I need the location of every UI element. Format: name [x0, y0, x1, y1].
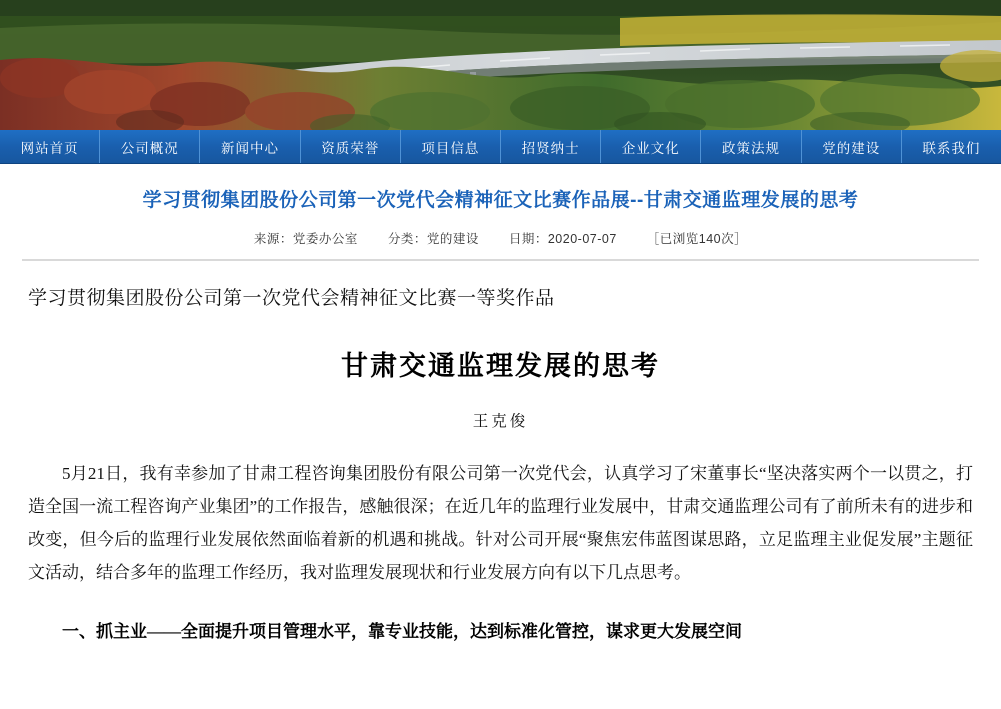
- meta-date-label: 日期：: [508, 231, 548, 246]
- nav-item-recruitment[interactable]: 招贤纳士: [501, 130, 601, 163]
- nav-item-company-profile[interactable]: 公司概况: [100, 130, 200, 163]
- meta-source-label: 来源：: [253, 231, 293, 246]
- nav-item-qualifications-honors[interactable]: 资质荣誉: [301, 130, 401, 163]
- nav-item-policies-regulations[interactable]: 政策法规: [701, 130, 801, 163]
- site-banner-image: [0, 0, 1001, 130]
- article-headline: 学习贯彻集团股份公司第一次党代会精神征文比赛作品展--甘肃交通监理发展的思考: [142, 190, 859, 211]
- banner-artwork: [0, 0, 1001, 130]
- article-body: [0, 261, 1001, 649]
- main-navigation[interactable]: [0, 130, 1001, 164]
- nav-item-home[interactable]: 网站首页: [0, 130, 100, 163]
- nav-item-party-building[interactable]: 党的建设: [802, 130, 902, 163]
- article-paragraph-1: 5月21日，我有幸参加了甘肃工程咨询集团股份有限公司第一次党代会，认真学习了宋董事长“坚决落实两个一以贯之，打造全国一流工程咨询产业集团”的工作报告，感触很深；在近几年的监理行业发展中，甘肃交通监理公司有了前所未有的进步和改变，但今后的监理行业发展依然面临着新的机遇和挑战。针对公司开展“聚焦宏伟蓝图谋思路，立足监理主业促发展”主题征文活动，结合多年的监理工作经历，我对监理发展现状和行业发展方向有以下几点思考。: [28, 463, 973, 583]
- article-paragraph-2: 一、抓主业——全面提升项目管理水平，靠专业技能，达到标准化管控，谋求更大发展空间: [62, 622, 742, 642]
- meta-source-value: 党委办公室: [292, 231, 358, 246]
- document-title: 甘肃交通监理发展的思考: [341, 350, 660, 381]
- meta-category-label: 分类：: [387, 231, 427, 246]
- article-header: [0, 164, 1001, 247]
- nav-item-project-info[interactable]: 项目信息: [401, 130, 501, 163]
- nav-item-contact-us[interactable]: 联系我们: [922, 140, 981, 156]
- meta-view-count: ［已浏览140次］: [646, 231, 748, 246]
- article-subhead: 学习贯彻集团股份公司第一次党代会精神征文比赛一等奖作品: [28, 287, 555, 309]
- nav-item-news-center[interactable]: 新闻中心: [200, 130, 300, 163]
- article-author: 王克俊: [472, 412, 529, 430]
- meta-category-value: 党的建设: [426, 231, 479, 246]
- article-meta: [30, 229, 971, 247]
- article-content: [0, 164, 1001, 709]
- nav-item-corporate-culture[interactable]: 企业文化: [601, 130, 701, 163]
- meta-date-value: 2020-07-07: [547, 231, 617, 246]
